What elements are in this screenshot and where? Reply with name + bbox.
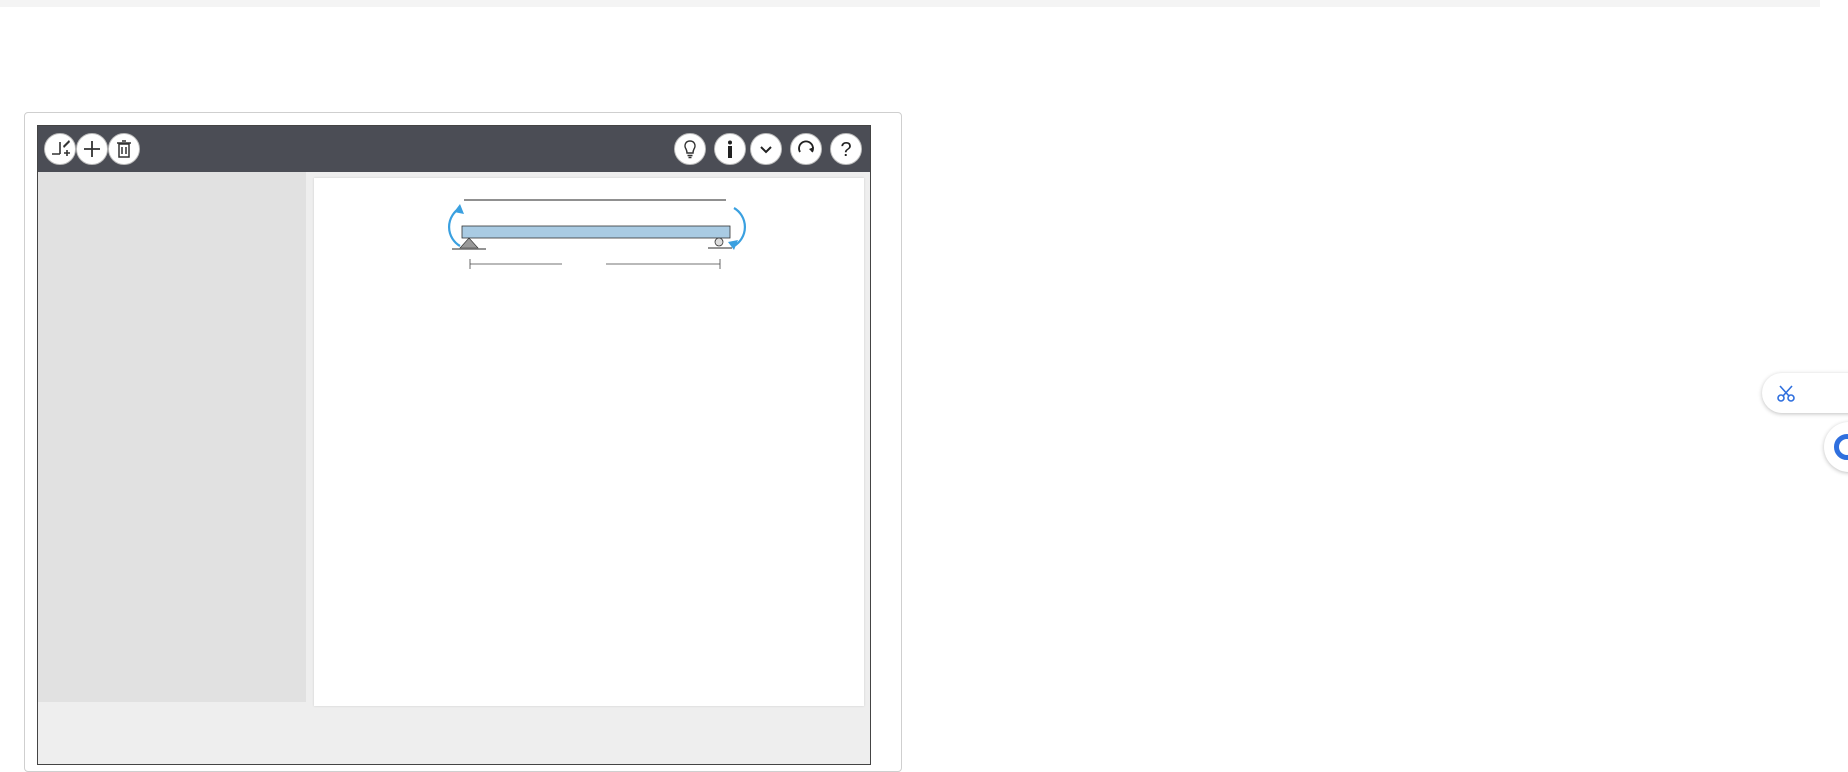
toolbar [38, 126, 870, 172]
support-a-pin [460, 238, 478, 248]
reset-button[interactable] [790, 133, 822, 165]
scissors-icon [1776, 383, 1796, 403]
reset-icon [795, 138, 817, 160]
info-button[interactable] [714, 133, 746, 165]
info-icon [719, 138, 741, 160]
top-strip [0, 0, 1820, 7]
support-b-roller [715, 238, 723, 246]
add-vertical-line-icon [49, 138, 71, 160]
assistant-button[interactable] [1824, 422, 1848, 472]
solve-button[interactable] [1762, 373, 1848, 413]
help-icon [835, 138, 857, 160]
drawing-widget [37, 125, 871, 765]
beam-body [462, 226, 730, 238]
delete-button[interactable] [108, 133, 140, 165]
hint-icon [679, 138, 701, 160]
delete-icon [113, 138, 135, 160]
add-segment-icon [81, 138, 103, 160]
chevron-down-icon [755, 138, 777, 160]
right-moment-arrow [734, 208, 745, 246]
svg-text:?: ? [840, 139, 852, 160]
hint-button[interactable] [674, 133, 706, 165]
drawing-canvas[interactable] [314, 178, 864, 706]
left-moment-arrow [449, 208, 460, 246]
add-vertical-line-button[interactable] [44, 133, 76, 165]
help-button[interactable] [830, 133, 862, 165]
assistant-ring-icon [1834, 434, 1848, 460]
add-segment-button[interactable] [76, 133, 108, 165]
dropdown-button[interactable] [750, 133, 782, 165]
canvas-svg [314, 178, 864, 706]
properties-panel [38, 172, 306, 702]
